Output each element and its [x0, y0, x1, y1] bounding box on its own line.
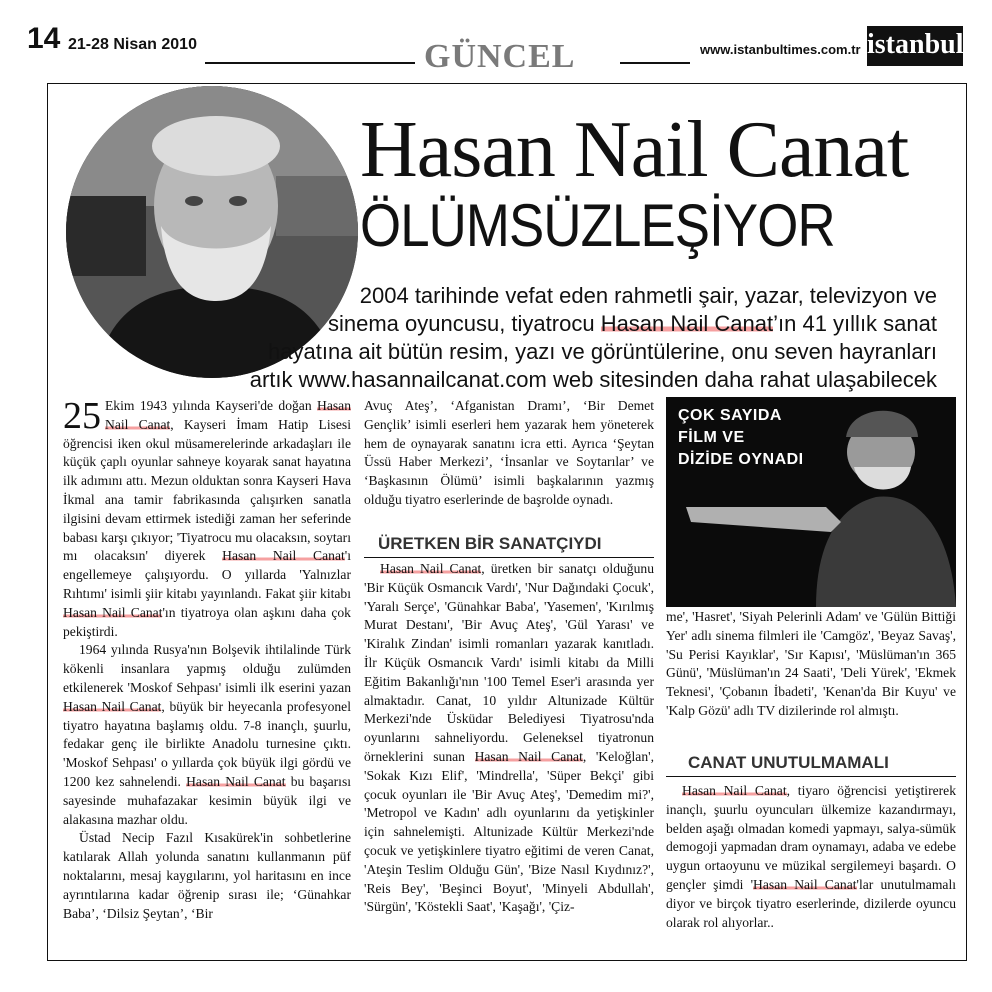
- lead-line-3: hayatına ait bütün resim, yazı ve görüntülerine, onu seven hayranları: [268, 339, 937, 364]
- paragraph: Üstad Necip Fazıl Kısakürek'in sohbetlerine katılarak Allah yolunda sanatını kullanmanın püf noktalarını, mesaj kaygılarını, yol haritasını en ince ayrıntılarına kadar öğrenip sırası ile; ‘Günahkar Baba’, ‘Dilsiz Şeytan’, ‘Bir: [63, 830, 351, 921]
- headline-name: Hasan Nail Canat: [360, 106, 909, 194]
- website-link[interactable]: www.istanbultimes.com.tr: [700, 42, 861, 57]
- article-column-3: [666, 608, 956, 721]
- article-column-2: [364, 397, 654, 510]
- paragraph: me', 'Hasret', 'Siyah Pelerinli Adam' ve 'Gülün Bittiği Yer' adlı sinema filmleri ile 'Camgöz', 'Beyaz Savaş', 'Su Perisi Kayıklar', 'Sır Kapısı', 'Müslüman'ın 365 Günü', 'Müslüman'ın 24 Saati', 'Deli Yürek', 'Ekmek Teknesi', 'Çobanın İbadeti', 'Kenan'da Bir Kuyu' ve 'Kalp Gözü' adlı TV dizilerinde rol almıştı.: [666, 609, 956, 718]
- article-column-3-continued: Hasan Nail Canat, tiyaro öğrencisi yetiştirerek inançlı, şuurlu oyuncuları ülkemize kazandırmayı, belden aşağı olmadan komedi yapmayı, salya-sümük demogoji yapmadan dram oynamayı, adaba ve edebe uygun ortaoyunu ve müzikal sergilemeyi başardı. O gençler şimdi 'Hasan Nail Canat'lar unutulmamalı diyor ve birçok tiyatro eserlerinde, dizilerde oyuncu olarak rol alıyorlar..: [666, 783, 956, 930]
- subheading-uretken: ÜRETKEN BİR SANATÇIYDI: [364, 534, 654, 558]
- lead-line-4: artık www.hasannailcanat.com web sitesinden daha rahat ulaşabilecek: [249, 367, 937, 392]
- portrait-photo: [66, 86, 358, 378]
- highlighted-name: Hasan Nail Canat: [63, 698, 162, 714]
- article-column-2-continued: Hasan Nail Canat, üretken bir sanatçı olduğunu 'Bir Küçük Osmancık Vardı', 'Nur Dağındaki Çocuk', 'Yaralı Serçe', 'Günahkar Baba', 'Yasemen', 'Kırılmış Murat Destanı', 'Bir Avuç Ateş', 'Gül Yarası' ve 'Kiralık Zindan' isimli romanları yazarak kanıtladı. İlr Küçük Osmancık Vardı' isimli kitabı da Milli Eğitim Bakanlığı'nın '100 Temel Eser'i arasında yer almaktadır. Canat, 10 yıldır Altunizade Kültür Merkezi'nde Üsküdar Belediyesi Tiyatrosu'nda oyunlarını sahneliyordu. Geleneksel tiyatronun örneklerini sunan Hasan Nail Canat, 'Keloğlan', 'Sokak Kızı Elif', 'Mindrella', 'Süper Bekçi' gibi çocuk oyunları ile 'Bir Avuç Ateş', 'Demedim mi?', 'Metropol ve Kadın' adlı oyunlarını da yetişkinler için sahnelemişti. Altunizade Kültür Merkezi'nde çocuk ve yetişkinlere tiyatro eğitimi de veren Canat, 'Ateşin Teslim Olduğu Gün', 'Bize Nasıl Kıydınız?', 'Reis Bey', 'Beşinci Boyut', 'Minyeli Abdullah', 'Sürgün', 'Köstekli Saat', 'Kaşağı', 'Çiz-: [364, 561, 654, 915]
- section-title: GÜNCEL: [424, 38, 576, 75]
- lead-line-1: 2004 tarihinde vefat eden rahmetli şair, yazar, televizyon ve: [359, 283, 937, 308]
- newspaper-logo: istanbul: [867, 26, 963, 66]
- highlighted-name: Hasan Nail Canat: [753, 876, 857, 892]
- header-rule-right: [620, 62, 690, 64]
- highlighted-name: Hasan Nail Canat: [105, 398, 351, 432]
- subheading-canat: CANAT UNUTULMAMALI: [666, 753, 956, 777]
- highlighted-name: Hasan Nail Canat: [380, 561, 482, 576]
- paragraph: Avuç Ateş’, ‘Afganistan Dramı’, ‘Bir Demet Gençlik’ isimli eserleri hem yazarak hem yöneterek hem de oynayarak sanatını icra etti. Ayrıca ‘Şeytan Üssü Haber Merkezi’, ‘İnsanlar ve Soytarılar’ ve ‘Başkasının Ölümü’ isimli başkalarının yazmış olduğu tiyatro eserlerinde de başrolde oynadı.: [364, 398, 654, 507]
- highlighted-name: Hasan Nail Canat: [63, 604, 163, 620]
- page-number: 14: [27, 22, 61, 55]
- drop-cap: 25: [63, 395, 101, 437]
- headline-subtitle: ÖLÜMSÜZLEŞİYOR: [360, 192, 835, 259]
- highlighted-name: Hasan Nail Canat: [600, 311, 774, 336]
- highlighted-name: Hasan Nail Canat: [222, 548, 345, 564]
- lead-line-2: sinema oyuncusu, tiyatrocu Hasan Nail Canat’ın 41 yıllık sanat: [327, 311, 937, 336]
- header-rule-left: [205, 62, 415, 64]
- photo-caption: ÇOK SAYIDA FİLM VE DİZİDE OYNADI: [678, 407, 804, 468]
- article-column-1: 25 Ekim 1943 yılında Kayseri'de doğan Hasan Nail Canat, Kayseri İmam Hatip Lisesi öğrencisi iken okul müsamerelerinde arkadaşları ile küçük çaplı oyunlar sahneye koyarak sanat hayatına ilk adımını attı. Mezun olduktan sonra Kayseri Hava İkmal ana tamir fabrikasında çalışırken sanatla ilgisini devam ettirmek istediği zaman her seferinde babası karşı çıkıyor; 'Tiyatrocu mu olacaksın, soytarı mı olacaksın' diyerek Hasan Nail Canat'ı engellemeye çalışıyordu. O yıllarda 'Yalnızlar Rıhtımı' isimli şiir kitabı yayınlandı. Fakat şiir kitabı Hasan Nail Canat'ın tiyatroya olan aşkını daha çok pekiştirdi. 1964 yılında Rusya'nın Bolşevik ihtilalinde Türk kökenli insanlara yapmış olduğu zulümden etkilenerek 'Moskof Sehpası' isimli ilk eserini yazan Hasan Nail Canat, büyük bir heyecanla profesyonel tiyatro hayatına başlamış oldu. 7-8 inançlı, şuurlu, fedakar genç ile birlikte Anadolu turnesine çıktı. 'Moskof Sehpası' o yıllarda çok büyük ilgi gördü ve 1200 kez sahnelendi. Hasan Nail Canat bu başarısı sayesinde muhafazakar kesimin büyük ilgi ve alakasına mazhar oldu. Üstad Necip Fazıl Kısakürek'in sohbetlerine katılarak Allah yolunda sanatını kullanmanın püf noktalarını, mesaj kaygılarını, yol haritasını en ince ayrıntılarına kadar öğrenip sırası ile; ‘Günahkar Baba’, ‘Dilsiz Şeytan’, ‘Bir: [63, 397, 351, 923]
- issue-date: 21-28 Nisan 2010: [68, 36, 197, 53]
- highlighted-name: Hasan Nail Canat: [682, 783, 787, 798]
- highlighted-name: Hasan Nail Canat: [186, 773, 286, 789]
- highlighted-name: Hasan Nail Canat: [474, 748, 583, 764]
